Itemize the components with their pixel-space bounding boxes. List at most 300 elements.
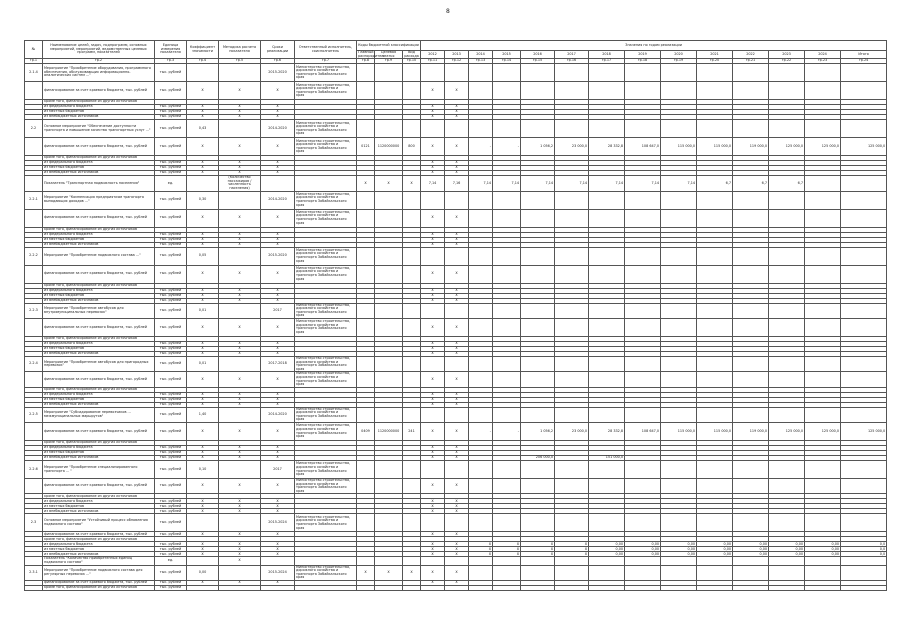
table-row	[25, 356, 887, 371]
bk-code-cell	[375, 191, 403, 209]
responsible-cell: Министерство строительства, дорожного хозяйства и транспорта Забайкальского края	[295, 479, 357, 494]
year-value-cell	[469, 586, 493, 591]
term-cell: Х	[261, 288, 295, 293]
unit-cell: тыс. рублей	[155, 397, 187, 402]
table-row	[25, 557, 887, 565]
unit-cell: тыс. рублей	[155, 318, 187, 336]
year-value-cell	[521, 120, 555, 138]
year-value-cell	[421, 586, 445, 591]
year-value-cell	[697, 372, 733, 387]
method-cell: Х	[219, 242, 261, 247]
term-cell: Х	[261, 293, 295, 298]
year-value-cell: Х	[421, 372, 445, 387]
term-cell: Х	[261, 341, 295, 346]
unit-cell: тыс. рублей	[155, 514, 187, 532]
bk-code-cell	[375, 247, 403, 265]
year-value-cell	[521, 318, 555, 336]
coefficient-cell: Х	[187, 402, 219, 407]
year-value-cell: Х	[421, 423, 445, 441]
year-value-cell: Х	[445, 242, 469, 247]
year-value-cell: 0,00	[733, 552, 769, 557]
coefficient-cell: 0,01	[187, 303, 219, 318]
year-value-cell: Х	[445, 504, 469, 509]
coefficient-cell: 1,40	[187, 407, 219, 422]
year-value-cell	[421, 64, 445, 82]
year-value-cell	[589, 64, 625, 82]
total-value-cell	[841, 356, 887, 371]
year-value-cell: Х	[421, 232, 445, 237]
term-cell	[261, 176, 295, 191]
year-value-cell: 115 000,0	[661, 423, 697, 441]
unit-cell: тыс. рублей	[155, 407, 187, 422]
bk-code-cell	[357, 303, 375, 318]
program-table-container	[24, 40, 886, 591]
year-value-cell: Х	[421, 298, 445, 303]
year-value-cell	[661, 372, 697, 387]
bk-code-cell	[375, 318, 403, 336]
year-value-cell	[493, 565, 521, 580]
row-name-cell: Мероприятие "Приобретение автобусов для внутримуниципальных перевозок"	[43, 303, 155, 318]
year-value-cell: Х	[445, 115, 469, 120]
year-value-cell: Х	[445, 171, 469, 176]
year-value-cell: 108 647,0	[625, 423, 661, 441]
bk-code-cell	[403, 557, 421, 565]
bk-code-cell	[375, 64, 403, 82]
year-value-cell	[661, 514, 697, 532]
year-value-cell	[469, 120, 493, 138]
coefficient-cell: 0,05	[187, 247, 219, 265]
year-value-cell	[661, 407, 697, 422]
year-value-cell	[697, 318, 733, 336]
row-name-cell: из федерального бюджета	[43, 232, 155, 237]
year-header: 2012	[421, 51, 445, 59]
year-value-cell: Х	[555, 552, 589, 557]
year-value-cell	[445, 303, 469, 318]
year-value-cell	[625, 265, 661, 283]
unit-cell: тыс. рублей	[155, 293, 187, 298]
year-value-cell: Х	[445, 392, 469, 397]
year-value-cell	[469, 514, 493, 532]
method-cell: Х	[219, 456, 261, 461]
year-value-cell: Х	[445, 265, 469, 283]
bk-code-cell	[375, 356, 403, 371]
column-index-cell: гр.6	[261, 59, 295, 64]
year-value-cell	[733, 407, 769, 422]
row-name-cell: из местных бюджетов	[43, 346, 155, 351]
method-cell: Х	[219, 237, 261, 242]
column-index-cell: гр.12	[445, 59, 469, 64]
year-header: 2024	[805, 51, 841, 59]
year-value-cell	[769, 120, 805, 138]
year-value-cell	[625, 514, 661, 532]
year-value-cell	[445, 407, 469, 422]
unit-cell: тыс. рублей	[155, 303, 187, 318]
year-value-cell: Х	[421, 318, 445, 336]
bk-code-cell	[375, 209, 403, 227]
year-value-cell: 0,00	[805, 547, 841, 552]
term-cell	[261, 586, 295, 591]
method-cell: Х	[219, 298, 261, 303]
coefficient-cell: Х	[187, 166, 219, 171]
term-cell: Х	[261, 479, 295, 494]
year-value-cell	[733, 265, 769, 283]
year-value-cell	[469, 64, 493, 82]
year-value-cell	[555, 247, 589, 265]
row-name-cell: финансирование за счет краевого бюджета, тыс. рублей	[43, 138, 155, 156]
year-value-cell	[521, 514, 555, 532]
year-value-cell	[805, 209, 841, 227]
unit-cell: тыс. рублей	[155, 166, 187, 171]
year-value-cell: 119 000,0	[733, 423, 769, 441]
bk-code-cell	[403, 120, 421, 138]
year-value-cell: Х	[421, 499, 445, 504]
term-cell: Х	[261, 171, 295, 176]
method-cell	[219, 64, 261, 82]
unit-cell: тыс. рублей	[155, 504, 187, 509]
responsible-cell	[295, 557, 357, 565]
method-cell: Х	[219, 392, 261, 397]
term-cell: Х	[261, 166, 295, 171]
term-cell: Х	[261, 161, 295, 166]
year-value-cell: 7,14	[555, 176, 589, 191]
year-value-cell	[555, 265, 589, 283]
column-index-cell: гр.22	[769, 59, 805, 64]
row-number-cell: 2.3.1	[25, 565, 43, 580]
year-value-cell	[625, 318, 661, 336]
year-value-cell: Х	[445, 341, 469, 346]
bk-code-cell: Х	[403, 176, 421, 191]
coefficient-cell: Х	[187, 479, 219, 494]
year-value-cell: 119 000,0	[733, 138, 769, 156]
column-index-cell: гр.14	[493, 59, 521, 64]
responsible-cell: Министерство строительства, дорожного хозяйства и транспорта Забайкальского края	[295, 461, 357, 479]
method-cell	[219, 586, 261, 591]
year-value-cell: 125 000,0	[805, 423, 841, 441]
term-cell: Х	[261, 351, 295, 356]
bk-code-cell	[357, 191, 375, 209]
year-value-cell: Х	[421, 509, 445, 514]
row-number-cell: 2.2.1	[25, 191, 43, 209]
year-value-cell	[469, 209, 493, 227]
unit-cell: тыс. рублей	[155, 547, 187, 552]
row-name-cell: кроме того, финансирование из других источников	[43, 387, 155, 392]
row-name-cell: из внебюджетных источников	[43, 115, 155, 120]
year-value-cell	[769, 407, 805, 422]
table-row	[25, 209, 887, 227]
term-cell: Х	[261, 298, 295, 303]
bk-code-cell	[357, 461, 375, 479]
year-value-cell	[661, 565, 697, 580]
row-number-cell: 2.3	[25, 514, 43, 532]
bk-code-cell	[403, 303, 421, 318]
year-value-cell	[733, 565, 769, 580]
term-cell: 2017	[261, 303, 295, 318]
col-resp-header: Ответственный исполнитель, соисполнитель	[295, 41, 357, 59]
year-value-cell	[625, 209, 661, 227]
year-value-cell	[555, 64, 589, 82]
year-value-cell	[805, 479, 841, 494]
year-value-cell	[769, 209, 805, 227]
year-value-cell: Х	[421, 479, 445, 494]
bk-code-cell	[403, 265, 421, 283]
year-value-cell	[661, 303, 697, 318]
year-value-cell: Х	[421, 171, 445, 176]
method-cell: Х	[219, 557, 261, 565]
year-value-cell	[469, 479, 493, 494]
year-value-cell	[805, 318, 841, 336]
year-value-cell	[697, 120, 733, 138]
unit-cell: тыс. рублей	[155, 110, 187, 115]
total-value-cell	[841, 120, 887, 138]
year-value-cell	[555, 461, 589, 479]
year-value-cell: 0,00	[661, 542, 697, 547]
bk-code-cell: 241	[403, 423, 421, 441]
method-cell: Х	[219, 532, 261, 537]
coefficient-cell: Х	[187, 105, 219, 110]
row-name-cell: из местных бюджетов	[43, 237, 155, 242]
column-index-cell: гр.16	[555, 59, 589, 64]
total-value-cell	[841, 176, 887, 191]
year-value-cell: -	[493, 423, 521, 441]
column-index-cell: гр.3	[155, 59, 187, 64]
bk-code-cell	[375, 514, 403, 532]
col-method-header: Методика расчета показателя	[219, 41, 261, 59]
year-value-cell: Х	[445, 110, 469, 115]
year-value-cell	[661, 82, 697, 100]
unit-cell: тыс. рублей	[155, 552, 187, 557]
table-header	[25, 41, 887, 64]
year-value-cell: Х	[421, 446, 445, 451]
bk-code-cell	[403, 461, 421, 479]
year-header: 2018	[589, 51, 625, 59]
year-value-cell: 6,7	[733, 176, 769, 191]
coefficient-cell: Х	[187, 318, 219, 336]
coefficient-cell: Х	[187, 293, 219, 298]
year-value-cell: Х	[445, 293, 469, 298]
page-number: 8	[446, 8, 450, 15]
coefficient-cell: Х	[187, 397, 219, 402]
year-value-cell	[661, 318, 697, 336]
year-value-cell	[661, 191, 697, 209]
total-value-cell: 125 000,0	[841, 138, 887, 156]
bk-code-cell	[403, 82, 421, 100]
year-value-cell: Х	[445, 237, 469, 242]
method-cell: Х	[219, 318, 261, 336]
coefficient-cell: Х	[187, 265, 219, 283]
bk-code-cell: Х	[375, 565, 403, 580]
row-number-cell: 2.2.3	[25, 303, 43, 318]
method-cell: Х	[219, 288, 261, 293]
term-cell: Х	[261, 532, 295, 537]
row-name-cell: из внебюджетных источников	[43, 402, 155, 407]
bk-code-cell	[357, 557, 375, 565]
method-cell: Х	[219, 446, 261, 451]
unit-cell: тыс. рублей	[155, 499, 187, 504]
year-value-cell: Х	[521, 542, 555, 547]
year-value-cell	[469, 372, 493, 387]
year-value-cell	[589, 265, 625, 283]
column-index-cell: гр.5	[219, 59, 261, 64]
total-value-cell	[841, 407, 887, 422]
year-value-cell	[493, 514, 521, 532]
year-value-cell: Х	[421, 105, 445, 110]
unit-cell: тыс. рублей	[155, 509, 187, 514]
row-number-cell: 2.2.5	[25, 407, 43, 422]
year-header: 2015	[493, 51, 521, 59]
table-row	[25, 423, 887, 441]
bk-code-cell	[375, 461, 403, 479]
term-cell: Х	[261, 402, 295, 407]
table-row	[25, 120, 887, 138]
unit-cell: тыс. рублей	[155, 232, 187, 237]
column-index-cell: гр.10	[403, 59, 421, 64]
year-value-cell	[445, 120, 469, 138]
year-value-cell: Х	[445, 451, 469, 456]
year-value-cell	[769, 64, 805, 82]
bk-code-cell	[375, 557, 403, 565]
year-value-cell: 0,00	[661, 552, 697, 557]
year-value-cell	[697, 303, 733, 318]
bk-code-cell: 0121	[357, 138, 375, 156]
year-value-cell	[625, 191, 661, 209]
term-cell: Х	[261, 115, 295, 120]
coefficient-cell: Х	[187, 82, 219, 100]
col-term-header: Сроки реализации	[261, 41, 295, 59]
method-cell: Х	[219, 479, 261, 494]
year-value-cell	[769, 479, 805, 494]
year-value-cell	[555, 514, 589, 532]
year-value-cell	[733, 303, 769, 318]
row-name-cell: из федерального бюджета	[43, 288, 155, 293]
year-value-cell: 28 332,8	[589, 423, 625, 441]
year-header: 2022	[733, 51, 769, 59]
year-value-cell	[445, 356, 469, 371]
method-cell: Х	[219, 451, 261, 456]
year-value-cell	[733, 82, 769, 100]
year-value-cell	[697, 565, 733, 580]
total-value-cell	[841, 461, 887, 479]
year-value-cell: Х	[445, 509, 469, 514]
year-value-cell: Х	[445, 288, 469, 293]
year-value-cell: Х	[445, 351, 469, 356]
bk-code-cell	[403, 191, 421, 209]
total-value-cell	[841, 565, 887, 580]
total-value-cell: 0,0	[841, 547, 887, 552]
year-value-cell: Х	[421, 110, 445, 115]
bk-col-header: Вид расхода	[404, 50, 419, 58]
bk-code-cell	[375, 372, 403, 387]
year-value-cell: 0,00	[733, 542, 769, 547]
year-value-cell: Х	[421, 166, 445, 171]
year-value-cell	[555, 191, 589, 209]
year-value-cell	[805, 461, 841, 479]
year-value-cell: Х	[421, 288, 445, 293]
year-value-cell: 0,00	[697, 547, 733, 552]
term-cell: Х	[261, 237, 295, 242]
unit-cell: тыс. рублей	[155, 161, 187, 166]
column-index-cell: гр.20	[697, 59, 733, 64]
term-cell: 2015-2024	[261, 565, 295, 580]
year-header: 2013	[445, 51, 469, 59]
year-value-cell: 0,00	[661, 547, 697, 552]
year-value-cell	[733, 514, 769, 532]
year-value-cell	[469, 557, 493, 565]
unit-cell: тыс. рублей	[155, 105, 187, 110]
method-cell: Х	[219, 110, 261, 115]
year-value-cell	[521, 82, 555, 100]
total-value-cell: 0,0	[841, 542, 887, 547]
method-cell: Х	[219, 265, 261, 283]
year-value-cell: Х	[421, 552, 445, 557]
term-cell: Х	[261, 397, 295, 402]
bk-code-cell	[357, 514, 375, 532]
year-value-cell	[521, 372, 555, 387]
method-cell: Х	[219, 372, 261, 387]
coefficient-cell: 0,00	[187, 565, 219, 580]
year-value-cell: Х	[421, 82, 445, 100]
row-name-cell: финансирование за счет краевого бюджета, тыс. рублей	[43, 581, 155, 586]
row-name-cell: Показатель "Транспортная подвижность населения"	[43, 176, 155, 191]
total-value-cell	[841, 191, 887, 209]
row-name-cell: из местных бюджетов	[43, 547, 155, 552]
year-value-cell	[805, 191, 841, 209]
term-cell: 2015-2024	[261, 514, 295, 532]
year-value-cell: Х	[445, 232, 469, 237]
method-cell: Х	[219, 581, 261, 586]
year-value-cell	[697, 82, 733, 100]
bk-code-cell	[375, 82, 403, 100]
year-value-cell	[625, 247, 661, 265]
coefficient-cell: 0,30	[187, 191, 219, 209]
year-value-cell	[769, 318, 805, 336]
unit-cell: тыс. рублей	[155, 586, 187, 591]
coefficient-cell: Х	[187, 237, 219, 242]
table-row	[25, 303, 887, 318]
year-value-cell: 7,14	[521, 176, 555, 191]
term-cell: Х	[261, 423, 295, 441]
year-value-cell	[445, 247, 469, 265]
year-value-cell: Х	[493, 547, 521, 552]
bk-code-cell	[403, 356, 421, 371]
row-number-cell	[25, 176, 43, 191]
year-value-cell: 108 647,0	[625, 138, 661, 156]
year-header: 2023	[769, 51, 805, 59]
row-number-cell	[25, 372, 43, 387]
year-value-cell: Х	[445, 552, 469, 557]
responsible-cell: Министерство строительства, дорожного хозяйства и транспорта Забайкальского края	[295, 247, 357, 265]
term-cell: Х	[261, 581, 295, 586]
bk-code-cell: Х	[375, 176, 403, 191]
year-value-cell: 0,00	[769, 552, 805, 557]
year-value-cell	[469, 356, 493, 371]
year-value-cell	[625, 586, 661, 591]
row-name-cell: финансирование за счет краевого бюджета, тыс. рублей	[43, 209, 155, 227]
method-cell: Х	[219, 166, 261, 171]
year-value-cell: 7,14	[589, 176, 625, 191]
coefficient-cell: Х	[187, 351, 219, 356]
year-value-cell	[521, 565, 555, 580]
year-value-cell: Х	[445, 105, 469, 110]
coefficient-cell: Х	[187, 346, 219, 351]
bk-code-cell	[357, 356, 375, 371]
term-cell: Х	[261, 542, 295, 547]
year-value-cell: Х	[421, 397, 445, 402]
year-value-cell	[625, 303, 661, 318]
unit-cell: тыс. рублей	[155, 372, 187, 387]
year-value-cell	[445, 514, 469, 532]
year-value-cell	[445, 557, 469, 565]
row-name-cell: из местных бюджетов	[43, 451, 155, 456]
